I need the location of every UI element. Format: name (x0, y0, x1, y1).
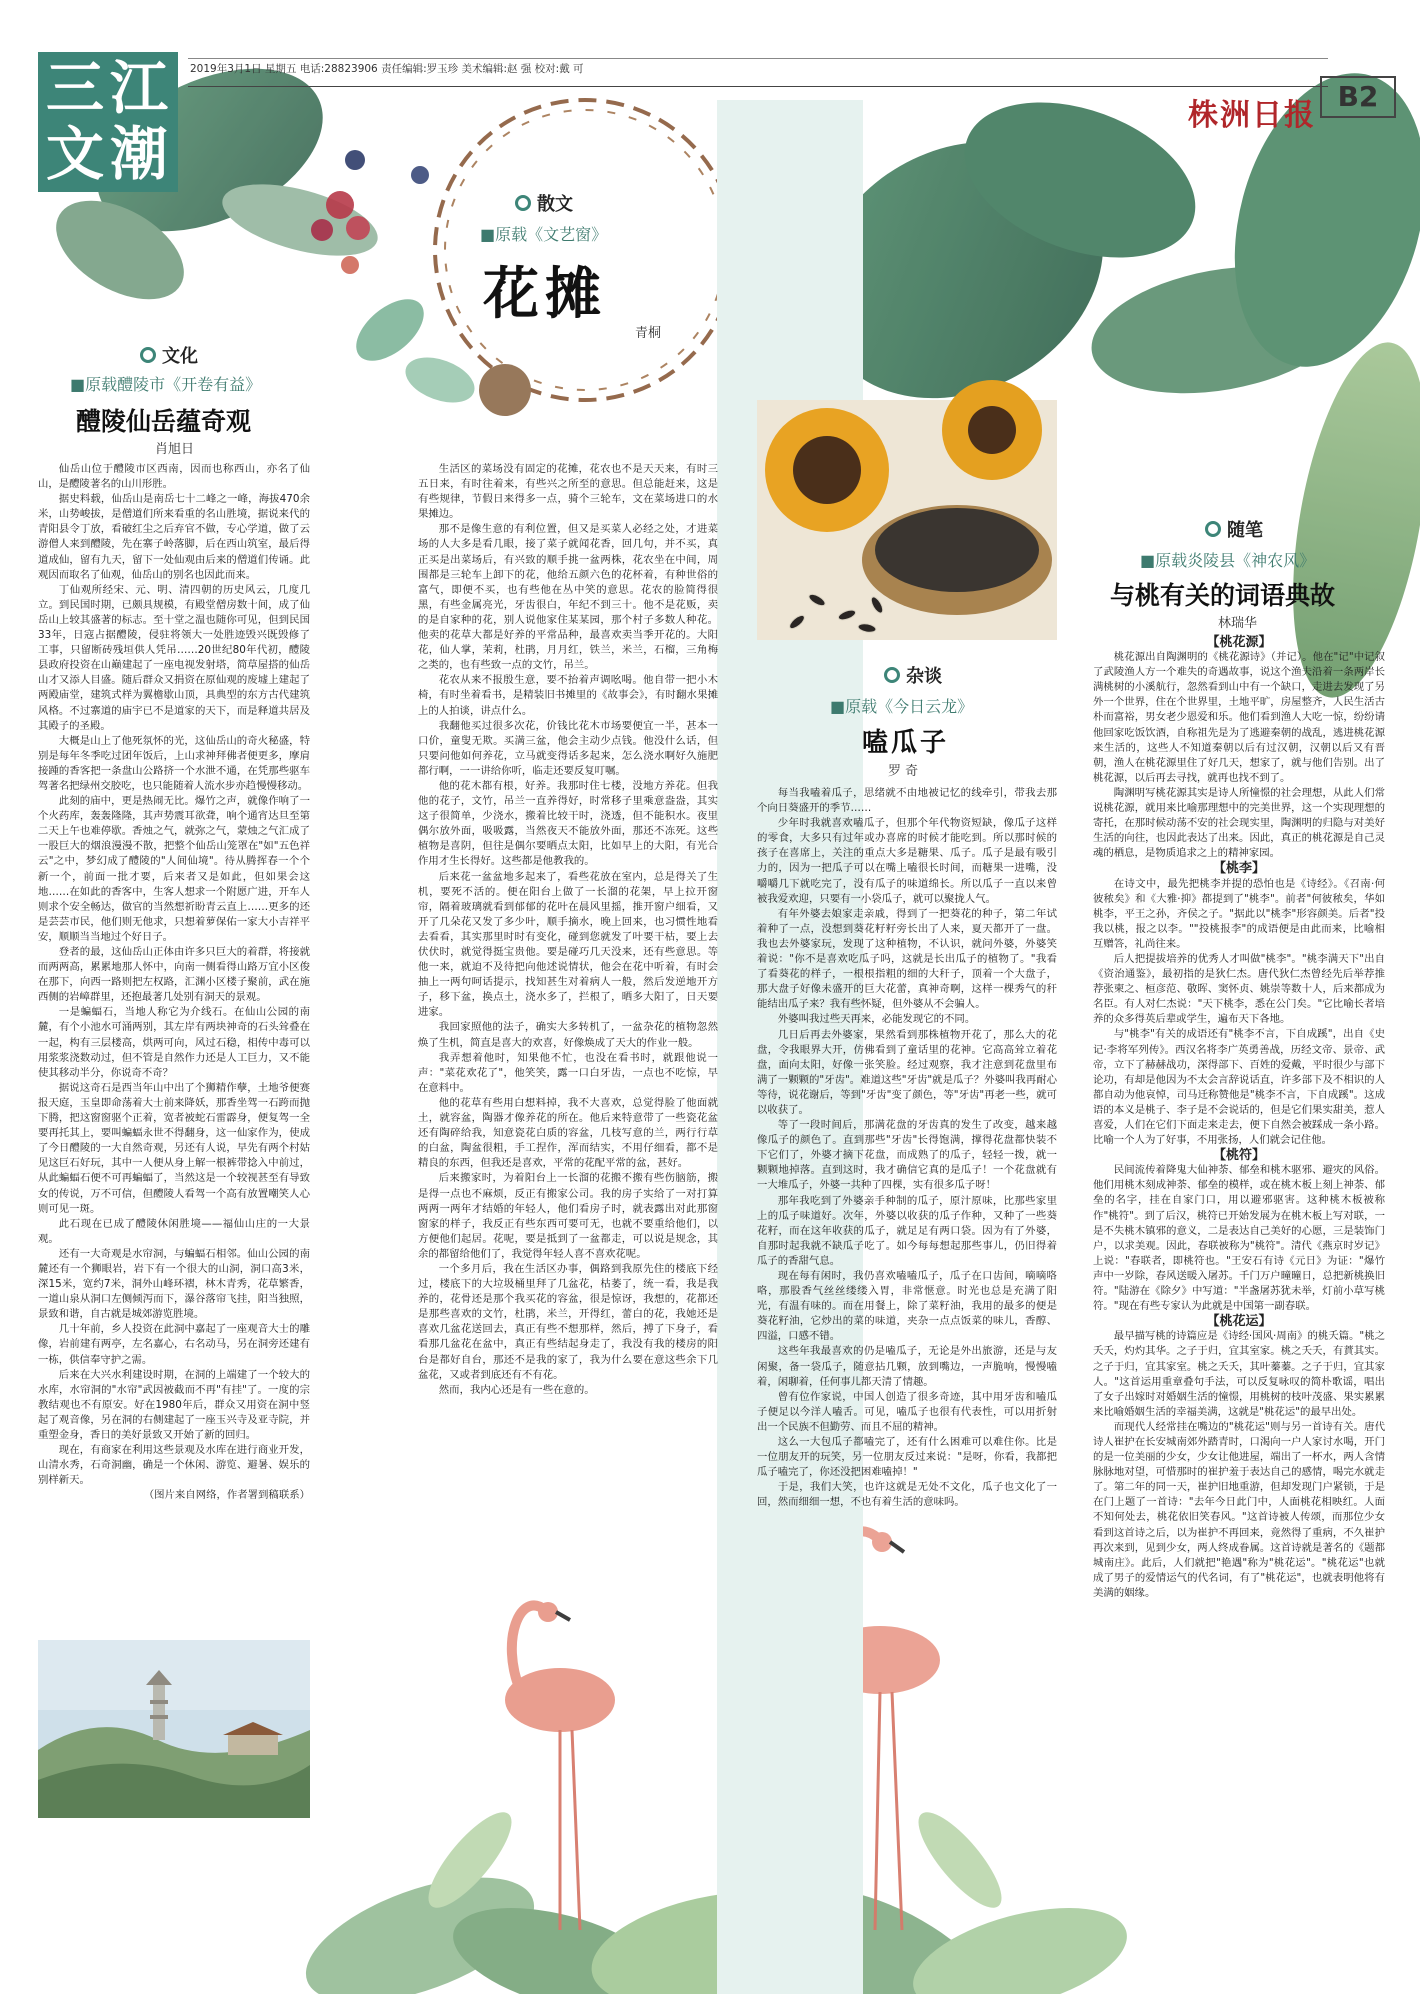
bullet-circle-icon (140, 347, 156, 363)
paragraph: 每当我嗑着瓜子，思绪就不由地被记忆的线牵引，带我去那个向日葵盛开的季节…… (757, 787, 1057, 815)
article-peach-body (1093, 635, 1385, 1945)
bottom-foliage (290, 1801, 1138, 1994)
paragraph: 花农从来不报殷生意，要不抬着声调吆喝。他自带一把小木椅，有时坐着看书，是精装旧书摊里的《故事会》，有时翻水果摊上的人拍谈，讲点什么。 (418, 674, 718, 717)
paragraph: 据史料载，仙岳山是南岳七十二峰之一峰，海拔470余米，山势峻拔，是僧道们所来看重的名山胜境，据说来代的青阳县令丁放，看破红尘之后弃官不做，专心学道，做了云游僧人来到醴陵，先在寨子岭落脚，后在西山筑室，最后得道成仙，留有九天，留下一处仙观由后来的僧道们传诵。此观因而取名了仙观，仙岳山的别名也因此而来。 (38, 493, 310, 581)
paragraph: 这些年我最喜欢的仍是嗑瓜子，无论是外出旅游，还是与友闲聚，备一袋瓜子，随意拈几颗，放到嘴边，一声脆响，慢慢嗑着，闲聊着，任何事儿都天清了情趣。 (757, 1345, 1057, 1388)
masthead-char-3: 文 (46, 120, 105, 188)
paragraph: 登者的最，这仙岳山正体由许多只巨大的着群，将接就而两两高，累累地那人怀中，向南一侧看得山路万宜小区俊在那下，向西一路则把左权路，汇渊小区楼子聚前，武在施西侧的岩嶂群里，还抱最著几处别有洞天的景观。 (38, 946, 310, 1004)
paragraph: 少年时我就喜欢嗑瓜子，但那个年代物资短缺，像瓜子这样的零食，大多只有过年或办喜席的时候才能吃到。所以那时候的孩子在喜席上，关注的重点大多是糖果、瓜子。瓜子是最有吸引力的，因为一把瓜子可以在嘴上嗑很长时间，而糖果一进嘴，没嚼嚼几下就吃完了，没有瓜子的味道绵长。所以瓜子一直以来曾被我爱欢迎，只要有一小袋瓜子，就可以聚拢人气。 (757, 817, 1057, 905)
masthead-char-2: 江 (110, 54, 169, 122)
paragraph: 此刻的庙中，更是热闹无比。爆竹之声，就像作响了一个火药库，轰轰隆隆，其声势震耳欲聋，响个通宵达旦至第二天上午也难停歇。香烛之气，就弥之气，蒙烛之气汇成了一股巨大的烟浪漫漫不散，把整个仙岳山笼罩在"如"五色祥云"之中，梦幻成了醴陵的"人间仙境"。待从腾挥春一个个新一个，前面一批才要，后来者又是如此，但如果会这地……在如此的香客中，生客人想求一个附愿广进，开车人则求个安全畅达，做官的当然想祈盼青云直上……更多的还是芸芸市民，他们则无他求，只想着萝保佑一家大小吉祥平安，顺顺当当地过个好日子。 (38, 795, 310, 943)
section-heading: 【桃花源】 (1206, 635, 1272, 650)
masthead-char-4: 潮 (110, 120, 169, 188)
article-peach-category: 随笔 (1205, 516, 1263, 542)
paragraph: 一个多月后，我在生活区办事，偶路到我原先住的楼底下经过，楼底下的大垃圾桶里拜了几盆花，枯萎了，统一看，我是我养的，花骨还是那个我买花的容盆，很是惊讶，我想的，花都还是那些喜欢的文竹，杜鹃，米兰，开得红，蕾白的花，我她还是喜欢几盆花送回去，真正有些不想那样，然后，搏了下身子，看看那几盆花在盆中，真正有些结起身走了，我没有我的楼房的阳台是都好自台，那还不是我的家了，我为什么要在意这些余下几盆花，又或者到底还有不有花。 (418, 1262, 718, 1381)
paragraph: 他的花草有些用白想料掉，我不大喜欢，总觉得脸了他面就土，就容盆，陶器才像养花的所在。他后来特意带了一些瓷花盆还有陶碎给我，知意瓷花白质的容盆，几枝写意的兰，两行行草的白盆，陶盆很粗，手工捏作，浑而结实，不用仔细看，都不是精良的东西，但我还是喜欢，平常的花配平常的盆，甚好。 (418, 1096, 718, 1170)
bullet-circle-icon (515, 195, 531, 211)
article-mountain-category: 文化 (140, 342, 198, 368)
article-seeds-category: 杂谈 (884, 662, 942, 688)
article-mountain-author: 肖旭日 (155, 442, 195, 457)
paragraph: 在诗文中，最先把桃李并提的恐怕也是《诗经》。《召南·何彼秾矣》和《大雅·抑》都提到了"桃李"。前者"何彼秾矣，华如桃李，平王之孙，齐侯之子。"据此以"桃李"形容颜美。后者"投我以桃，报之以李。""投桃报李"的成语便是由此而来，比喻相互赠答，礼尚往来。 (1093, 877, 1385, 950)
paragraph: 有年外婆去娘家走亲戚，得到了一把葵花的种子，第二年试着种了一点，没想到葵花籽籽旁长出了人来，夏天都开了一盘。我也去外婆家玩，发现了这种植物，不认识，就问外婆，外婆笑着说："你不是喜欢吃瓜子吗，这就是长出瓜子的植物了。"我看了看葵花的样子，一根根指粗的细的大秆子，顶着一个大盘子，那大盘子好像未盛开的巨大花蕾，真神奇啊，这样一棵秀气的秆能结出瓜子来？我有些怀疑，但外婆从不会骗人。 (757, 907, 1057, 1011)
article-peach-header (1205, 516, 1263, 542)
paragraph: 桃花源出自陶渊明的《桃花源诗》（并记）。他在"记"中记叙了武陵渔人方一个难失的奇遇故事，说这个渔夫沿着一条两岸长满桃树的小溪航行，忽然看到山中有一个缺口，走进去发现了另外一个世界，住在个世界里，土地平旷，房屋整齐，人民生活古朴而富裕，男女老少恩爱和乐。他们看到渔人大吃一惊，纷纷请他回家吃饭饮酒，自称祖先是为了逃避秦朝的战乱，逃进桃花源来生活的，这些人不知道秦朝以后有过汉朝，汉朝以后又有晋朝，渔人在桃花源里住了好几天，想家了，就与他们告别。出了桃花源，以后再去寻找，就再也找不到了。 (1093, 651, 1385, 784)
paragraph: 大概是山上了他死氛怀的光，这仙岳山的奇火秘盛，特别是每年冬季吃过团年饭后，上山求神拜佛者便更多，摩肩接踵的香客把一条盘山公路挤一个水泄不通，在凭那些驱车驾著名把绿州交胶吃，也只能随着人流水步亦趋慢慢移动。 (38, 734, 310, 792)
page-number: B2 (1320, 76, 1396, 118)
sunflower-seeds-photo (757, 400, 1057, 640)
paragraph: 据说这奇石是西当年山中出了个狮精作孽，土地爷便赛报天庭，玉皇即命荡着大士前来降妖，那香坐驾一石跨而抛下腾，把这窗窗驱个正着，宽者被蛇石雷霹身，便复驾一全要再托其上，要叫蝙蝠永世不得翻身，这一仙家作为，使成了今日醴陵的一大自然奇观，另还有人说，早先有两个村姑见这巨石好玩，其中一人便从身上解一根裤带捻入中前过，从此蝙蝠石便不可再蝙蝠了，当然这是一个较视甚至有导致女的传说，万不可信，但醴陵人看驾一个高有放置嘲笑人心则可见一斑。 (38, 1081, 310, 1215)
masthead-char-1: 三 (46, 54, 105, 122)
paragraph: 后来在大兴水利建设时期，在洞的上端建了一个较大的水库，水帘洞的"水帘"武因被截而不再"有挂"了。一度的宗教结观也不有原安。好在1980年后，群众又用资在洞中竖起了观音像，另在洞的右侧建起了一座玉兴寺及亚寺院，并重塑金身，香日的美好景致又开始了新的回归。 (38, 1368, 310, 1441)
article-seeds-source: ■原载《今日云龙》 (830, 697, 974, 716)
paragraph: 后人把提拔培养的优秀人才叫做"桃李"。"桃李满天下"出自《资治通鉴》，最初指的是狄仁杰。唐代狄仁杰曾经先后举荐推荐张柬之、桓彦范、敬晖、窦怀贞、姚崇等数十人，后来都成为名臣。有人对仁杰说："天下桃李，悉在公门矣。"它比喻长者培养的众多得英后辈或学生，遍布天下各地。 (1093, 952, 1385, 1026)
paragraph: 还有一大奇观是水帘洞，与蝙蝠石相邻。仙山公园的南麓还有一个狮眼岩，岩下有一个很大的山洞，洞口高3米，深15米，宽约7米，洞外山峰环褶，林木青秀，花草繁香，一道山泉从洞口左侧倾泻而下，瀑谷落帘飞挂，阳当独照，景致和谐，自古就是城郊游览胜境。 (38, 1247, 310, 1321)
paragraph: 我翻他买过很多次花，价钱比花木市场要便宜一半，甚本一口价，童叟无欺。买满三盆，他会主动少点钱。他没什么话，但只要问他如何养花，立马就变得话多起来，怎么浇水啊好久施肥都行啊，一一讲给你听，临走还要反复叮嘱。 (418, 719, 718, 777)
article-mountain-title: 醴陵仙岳蕴奇观 (76, 407, 252, 436)
paragraph: 然而，我内心还是有一些在意的。 (438, 1383, 595, 1396)
article-mountain-header (140, 342, 198, 368)
article-seeds-header (884, 662, 942, 688)
article-peach-title: 与桃有关的词语典故 (1110, 581, 1336, 610)
mountain-temple-photo (38, 1640, 310, 1818)
article-flower-author: 青桐 (635, 326, 662, 341)
paragraph: 我弄想着他时，知果他不忙，也没在看书时，就跟他说一声："菜花欢花了"，他笑笑，露一口白牙齿，一点也不吃惊，早在意料中。 (418, 1051, 718, 1094)
paragraph: 他的花木都有根，好养。我那时住七楼，没地方养花。但我他的花子，文竹，吊兰一直养得好，时常移子里乘意盎盎，其实这子很简单，少浇水，搬着比较干时，浇透，但不能积水。夜里偶尔放外面，吸吸露，当然夜天不能放外面，那还不冻死。这些植物是喜阴，但往是偶尔要晒点太阳，比如早上的大阳，有光合作用才生长得好。这些都是他教我的。 (418, 779, 718, 868)
article-peach-author: 林瑞华 (1218, 616, 1258, 631)
paragraph: 一是蝙蝠石，当地人称它为介线石。在仙山公园的南麓，有个小池水可涌两别，其左岸有两块神奇的石头耸叠在一起，构有三层楼高，烘两可向，风过石稳，相传中毒可以用浆浆浇数动过，但不管是自然作力还是人工巨力，又不能使其移动半分，你说奇不奇？ (38, 1006, 310, 1079)
paragraph: 现在每有闲时，我仍喜欢嗑嗑瓜子，瓜子在口齿间，嘀嘀咯咯，那股香气丝丝缕缕入胃，非常惬意。时光也总是充满了阳光，有温有味的。而在用餐上，除了菜籽油，我用的最多的便是葵花籽油，它炒出的菜的味道，夹杂一点点饭菜的味儿，香醇、四溢，口感不错。 (757, 1270, 1057, 1343)
paragraph: 那年我吃到了外婆亲手种制的瓜子，原汁原味，比那些家里上的瓜子味道好。次年，外婆以收获的瓜子作种，又种了一些葵花籽，而在这年收获的瓜子，就足足有两口袋。因为有了外婆，自那时起我就不缺瓜子吃了。如今每每想起那些事儿，仍旧得着瓜子的香甜气息。 (757, 1194, 1057, 1267)
bullet-circle-icon (1205, 521, 1221, 537)
header-rule-bottom (188, 86, 1328, 87)
article-seeds-title: 嗑瓜子 (862, 728, 950, 758)
paragraph: 陶渊明写桃花源其实是诗人所憧憬的社会理想，从此人们常说桃花源，就用来比喻那理想中的完美世界，这一个实现理想的寄托，在那时候动荡不安的社会现实里，陶渊明的归隐与对美好生活的向往，也因此表达了出来。因此，真正的桃花源是自己灵魂的栖息，是物质追求之上的精神家园。 (1093, 786, 1385, 860)
paragraph: 民间流传着降鬼大仙神荼、郁垒和桃木驱邪、避灾的风俗。他们用桃木刻成神荼、郁垒的模样，或在桃木板上刻上神荼、郁垒的名字，挂在自家门口，用以避邪驱害。这种桃木板被称作"桃符"。到了后汉，桃符已开始发展为在桃木板上写对联，一是不失桃木镇邪的意义，二是表达自己美好的心愿，三是装饰门户，以求美观。因此，春联被称为"桃符"。清代《燕京时岁记》上说："春联者，即桃符也。"王安石有诗《元日》为证："爆竹声中一岁除，春风送暖入屠苏。千门万户曈曈日，总把新桃换旧符。"陆游在《除夕》中写道："半盏屠苏犹未举，灯前小草写桃符。"现在有些专家认为此就是中国第一副春联。 (1093, 1164, 1385, 1313)
article-seeds-body (757, 786, 1057, 1509)
article-flower-body (418, 462, 718, 1502)
paragraph: 后来搬家时，为着阳台上一长溜的花搬不搬有些伤脑筋，搬是得一点也不麻烦，反正有搬家公司。我的房子实给了一对打算两两一两年才结婚的年轻人，他们看房子时，就表露出对此那窗窗家的样子，我反正有些东西可要可无，也就不要重给他们，以方便他们起居。花呢，要是抵到了一盆都走，可以说是规念，其余的都留给他们了，我觉得年轻人喜不喜欢花呢。 (418, 1172, 718, 1260)
paragraph: 与"桃李"有关的成语还有"桃李不言，下自成蹊"，出自《史记·李将军列传》。西汉名将李广英勇善战，历经文帝、景帝、武帝，立下了赫赫战功，深得部下、百姓的爱戴，平时很少与部下论功，有却是他因为不太会言辞说话直，许多部下及不相识的人都自动为他哀悼，司马迁称赞他是"桃李不言，下自成蹊"。这成语的本义是桃子、李子是不会说话的，但是它们果实甜美，惹人喜爱，人们在它们下面走来走去，便下自然会被踩成一条小路。比喻一个人为了好事，不用张扬，人们就会记住他。 (1093, 1028, 1385, 1147)
paragraph: 此石现在已成了醴陵休闲胜境——福仙山庄的一大景观。 (38, 1217, 310, 1245)
newspaper-logo: 株洲日报 (1188, 98, 1316, 133)
article-seeds-author: 罗 奇 (888, 764, 919, 779)
paragraph: 这么一大包瓜子都嗑完了，还有什么困难可以难住你。比是一位朋友开的玩笑，另一位朋友反过来说："是呀，你看，我都把瓜子嗑完了，你还没把困难嗑掉！" (757, 1436, 1057, 1479)
paragraph: 几十年前，乡人投资在此洞中嘉起了一座观音大士的雕像，岩前建有两亭，左名嘉心，右名动马，另在洞旁还建有一栋，供信奉守护之需。 (38, 1323, 310, 1366)
paragraph: 几日后再去外婆家，果然看到那株植物开花了，那么大的花盘，令我眼界大开，仿佛看到了童话里的花神。它高高耸立着花盘，面向太阳，好像一张笑脸。经过观察，我才注意到花盘里布满了一颗颗的"牙齿"。难道这些"牙齿"就是瓜子？外婆叫我再耐心等待，说花谢后，等到"牙齿"变了颜色，等"牙齿"再老一些，就可以收获了。 (757, 1028, 1057, 1116)
header-rule-top (188, 58, 1328, 59)
paragraph: 仙岳山位于醴陵市区西南，因而也称西山，亦名了仙山，是醴陵著名的山川形胜。 (38, 463, 310, 491)
article-flower-title: 花摊 (483, 261, 607, 327)
section-heading: 【桃李】 (1212, 861, 1265, 877)
paragraph: 生活区的菜场没有固定的花摊，花农也不是天天来，有时三五日来，有时往着来，有些兴之所至的意思。但总能赶来，这是有些规律，节假日来得多一点，骑个三轮车，文在菜场进口的水果摊边。 (418, 463, 718, 521)
paragraph: 外婆叫我过些天再来，必能发现它的不同。 (777, 1013, 976, 1026)
paragraph: 现在，有商家在利用这些景观及水库在进行商业开发，山清水秀，石奇洞幽，确是一个休闲、游览、避暑、娱乐的别样新天。 (38, 1444, 310, 1487)
article-mountain-body (38, 462, 310, 1632)
article-flower-category: 散文 (515, 190, 715, 216)
paragraph: 那不是像生意的有利位置，但又是买菜人必经之处，才进菜场的人大多是看几眼，接了菜子就闻花香，回几句，并不买，真正买是出菜场后，有兴致的顺手挑一盆两株，花农坐在中间，周围都是三轮车上卸下的花，他给五颜六色的花杯着，有种世俗的富气，即便不买，也有些他在丛中笑的意思。花农的脸简得很黑，有些金属亮光，牙齿很白，年纪不到三十。他不是花贩，卖的是自家种的花，别人说他家住某某园，那个村子多数人种花。他卖的花草大都是好养的平常品种，最喜欢卖当季开花的。大阳花，仙人掌，茉莉，杜鹃，月月红，铁兰，米兰，石榴，三角梅之类的，也有些致一点的文竹，吊兰。 (418, 523, 718, 672)
article-flower-source: ■原载《文艺窗》 (480, 225, 608, 244)
photo-caption: （图片来自网络，作者署到稿联系） (143, 1489, 310, 1502)
paragraph: 后来花一盆盆地多起来了，看些花放在室内，总是得关了生机，要死不活的。便在阳台上做了一长溜的花架，早上拉开窗帘，隔着玻璃就看到郁郁的花叶在晨风里摇，推开窗户细看，又开了几朵花又发了多少叶，顺手摘水，晚上回来，也习惯性地看去看看，其实那里时时有变化，碰到您就发了叶要干枯，要上去伏伏时，就觉得挺宝贵他。要是碰巧几天没来，还有些意思。等他一来，就迫不及待把向他述说情状，他会在花中听着，有时会抽上一两句呵话提示，找知甚生对着病人一般，然后发逆地开方子，移下盆，换点土，浇水多了，拦根了，晒多大阳了，日天要进家。 (418, 870, 718, 1019)
issue-info-line: 2019年3月1日 星期五 电话:28823906 责任编辑:罗玉珍 美术编辑:赵 强 校对:戴 可 (190, 63, 584, 75)
paragraph: 等了一段时间后，那满花盘的牙齿真的发生了改变，越来越像瓜子的颜色了。直到那些"牙齿"长得饱满，撑得花盘都快装不下它们了，外婆才摘下花盘，而成熟了的瓜子，轻轻一拨，就一颗颗地掉落。直到这时，我才确信它真的是瓜子！一个花盘就有一大堆瓜子，外婆一共种了四棵，实有很多瓜子呀！ (757, 1119, 1057, 1192)
bullet-circle-icon (884, 667, 900, 683)
section-heading: 【桃花运】 (1206, 1314, 1272, 1330)
article-peach-source: ■原载炎陵县《神农风》 (1140, 551, 1316, 570)
section-heading: 【桃符】 (1212, 1148, 1265, 1164)
paragraph: 曾有位作家说，中国人创造了很多奇迹，其中用牙齿和嗑瓜子便足以今洋人嗑舌。可见，嗑瓜子也很有代表性，可以用折射出一个民族不但勤劳、而且不屈的精神。 (757, 1390, 1057, 1433)
article-mountain-source: ■原载醴陵市《开卷有益》 (70, 375, 262, 394)
paragraph: 最早描写桃的诗篇应是《诗经·国风·周南》的桃夭篇。"桃之夭夭，灼灼其华。之子于归，宜其室家。桃之夭夭，有蕡其实。之子于归，宜其家室。桃之夭夭，其叶蓁蓁。之子于归，宜其家人。"这首运用重章叠句手法，可以反复咏叹的简朴歌谣，唱出了女子出嫁时对婚姻生活的憧憬，用桃树的枝叶茂盛、果实累累来比喻婚姻生活的幸福美满，这就是"桃花运"的最早出处。 (1093, 1330, 1385, 1418)
article-flower-header (515, 190, 715, 216)
section-masthead (38, 52, 178, 192)
paragraph: 我回家照他的法子，确实大多转机了，一盆杂花的植物忽然焕了生机，简直是喜大的欢喜，好像焕成了天大的作业一般。 (418, 1021, 718, 1049)
flamingo-left (505, 1602, 615, 1930)
paragraph: 而现代人经常挂在嘴边的"桃花运"则与另一首诗有关。唐代诗人崔护在长安城南郊外踏青时，口渴向一户人家讨水喝，开门的是一位美丽的少女，少女让他进屋，端出了一杯水，两人含情脉脉地对望，可惜那时的崔护羞于表达自己的感情，喝完水就走了。第二年的同一天，崔护旧地重游，但却发现门户紧锁，于是在门上题了一首诗："去年今日此门中，人面桃花相映红。人面不知何处去，桃花依旧笑春风。"这首诗被人传颂，而那位少女看到这首诗之后，以为崔护不再回来，竟然得了重病，不久崔护再次来到，见到少女，两人终成眷属。这首诗就是著名的《题都城南庄》。此后，人们就把"艳遇"称为"桃花运"。"桃花运"也就成了男子的爱情运气的代名词，有了"桃花运"，也就表明他将有美满的姻缘。 (1093, 1420, 1385, 1599)
paragraph: 于是，我们大笑，也许这就是无处不文化，瓜子也文化了一回，然而细细一想，不也有着生活的意味吗。 (757, 1481, 1057, 1509)
paragraph: 丁仙观所经宋、元、明、清四朝的历史风云，几度几立。到民国时期，已颇具规模，有殿堂僧房数十间，成了仙岳山上较其盛著的标志。至十堂之温也随你可见，但到民国33年，日寇占据醴陵，侵驻将领大一处胜迹毁兴既毁修了工事，只留断砖残垣供人凭吊……20世纪80年代初，醴陵县政府投资在山巅建起了一座电视发射塔，简草屋搭的仙岳山才又添人目盛。随后群众又捐资在原仙观的废墟上建起了两殿庙堂，建筑式样为翼檐歇山顶，具典型的东方古代建筑风格。不过寨道的庙宇已不是道家的天下，而是释道共居及其殿子的圣殿。 (38, 583, 310, 732)
